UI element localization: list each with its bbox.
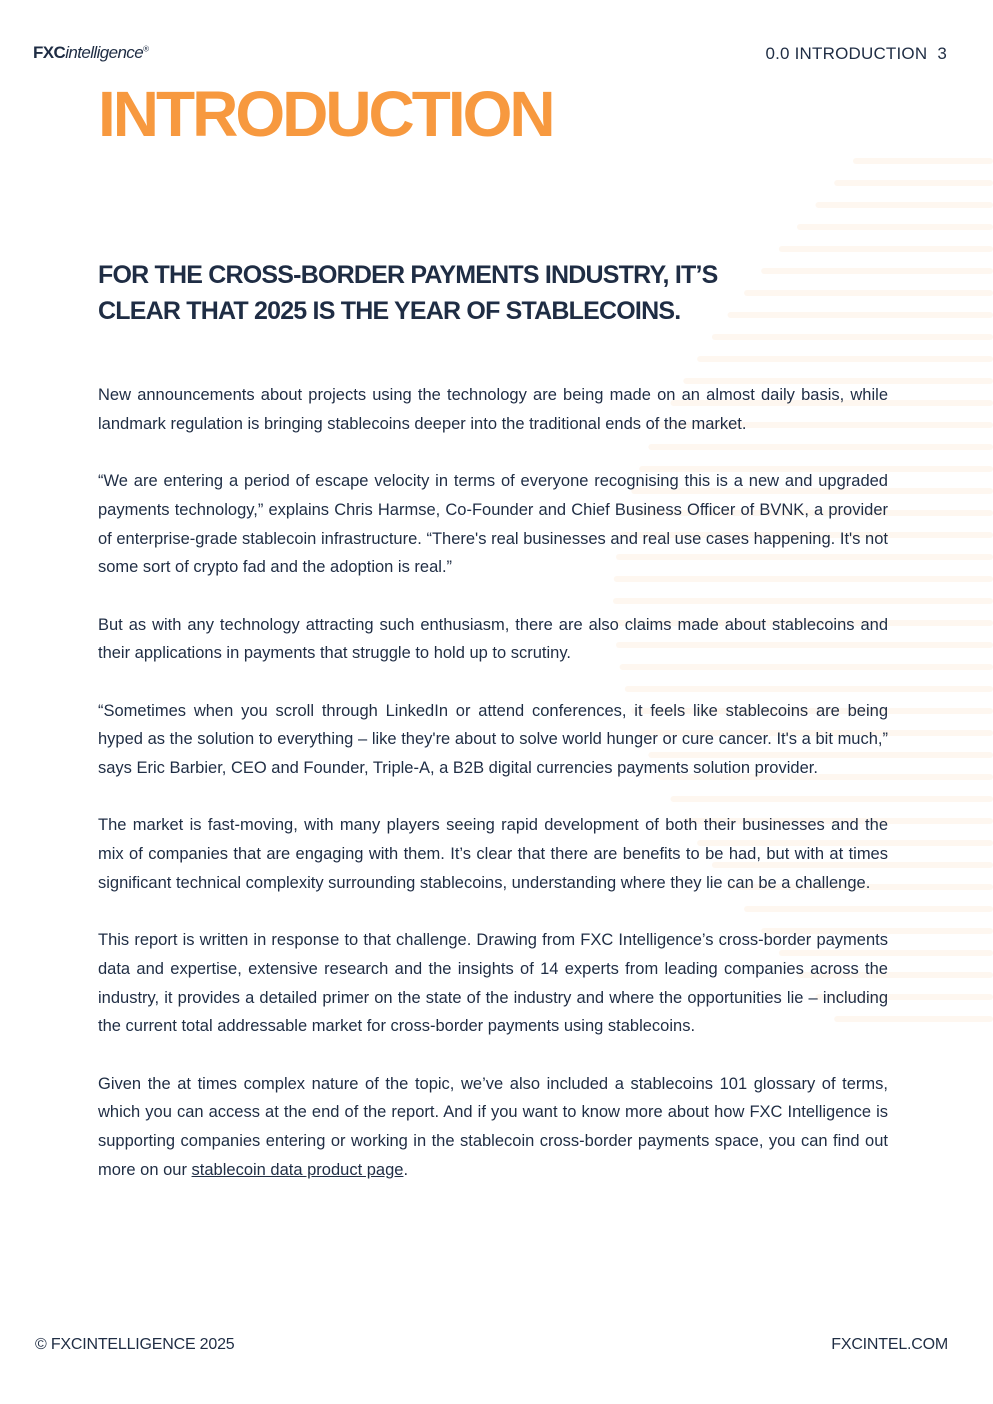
- decorative-stripe: [779, 246, 993, 252]
- stablecoin-product-link[interactable]: stablecoin data product page: [191, 1160, 404, 1179]
- paragraph-7-end: .: [403, 1160, 409, 1179]
- page-subtitle: [98, 257, 798, 329]
- paragraph-5: The market is fast-moving, with many players seeing rapid development of both their businesses and the mix of companies that are engaging with them. It’s clear that there are benefits to be had, but with at times significant technical complexity surrounding stablecoins, understanding where they lie can be a challenge.: [98, 816, 888, 892]
- footer-website: FXCINTEL.COM: [831, 1336, 948, 1353]
- subtitle-line-1: FOR THE CROSS-BORDER PAYMENTS INDUSTRY, IT’S: [98, 261, 718, 289]
- decorative-stripe: [834, 180, 993, 186]
- paragraph-1: New announcements about projects using the technology are being made on an almost daily basis, while landmark regulation is bringing stablecoins deeper into the traditional ends of the market.: [98, 386, 888, 433]
- paragraph-3: But as with any technology attracting such enthusiasm, there are also claims made about stablecoins and their applications in payments that struggle to hold up to scrutiny.: [98, 615, 888, 663]
- paragraph-2: “We are entering a period of escape velocity in terms of everyone recognising this is a new and upgraded payments technology,” explains Chris Harmse, Co-Founder and Chief Business Officer of BVNK, a provider of enterprise-grade stablecoin infrastructure. “There's real businesses and real use cases happening. It's not some sort of crypto fad and the adoption is real.”: [98, 472, 888, 577]
- decorative-stripe: [712, 334, 993, 340]
- decorative-stripe: [797, 224, 993, 230]
- paragraph-7-text: Given the at times complex nature of the topic, we’ve also included a stablecoins 101 glossary of terms, which you can access at the end of the report. And if you want to know more about how FXC Intelligence is supporting companies entering or working in the stablecoin cross-border payments space, you can find out more on our: [98, 1074, 888, 1179]
- logo-bold: FXC: [33, 43, 66, 62]
- section-header: [765, 44, 947, 64]
- subtitle-line-2: CLEAR THAT 2025 IS THE YEAR OF STABLECOINS.: [98, 297, 681, 325]
- decorative-stripe: [697, 356, 993, 362]
- page-number: 3: [937, 44, 947, 63]
- decorative-stripe: [853, 158, 993, 164]
- fxc-intelligence-logo: [33, 43, 148, 63]
- paragraph-6: This report is written in response to that challenge. Drawing from FXC Intelligence’s cross-border payments data and expertise, extensive research and the insights of 14 experts from leading companies across the industry, it provides a detailed primer on the state of the industry and where the opportunities lie – including the current total addressable market for cross-border payments using stablecoins.: [98, 931, 888, 1036]
- logo-trademark: ®: [143, 44, 149, 54]
- body-text: [98, 381, 888, 1213]
- section-name: 0.0 INTRODUCTION: [765, 44, 928, 63]
- paragraph-4: “Sometimes when you scroll through LinkedIn or attend conferences, it feels like stablecoins are being hyped as the solution to everything – like they're about to solve world hunger or cure cancer. It's a bit much,” says Eric Barbier, CEO and Founder, Triple-A, a B2B digital currencies payments solution provider.: [98, 701, 888, 778]
- paragraph-7: [98, 1070, 888, 1185]
- page-title: INTRODUCTION: [98, 78, 553, 150]
- logo-rest: intelligence: [65, 43, 144, 62]
- footer-copyright: © FXCINTELLIGENCE 2025: [35, 1336, 235, 1353]
- decorative-stripe: [815, 202, 993, 208]
